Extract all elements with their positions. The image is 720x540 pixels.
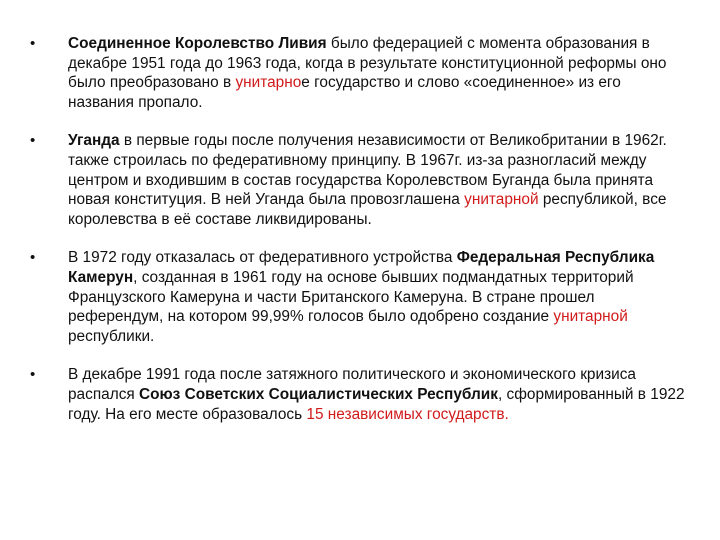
item-segment: В 1972 году отказалась от федеративного устройства <box>68 249 457 267</box>
bullet-icon: • <box>30 249 36 267</box>
bullet-icon: • <box>30 366 36 384</box>
bullet-icon: • <box>30 132 36 150</box>
item-segment: , созданная в 1961 году на основе бывших подмандатных территорий Французского Камеруна и части Британского Камеруна. В стране прошел референдум, на котором 99,99% голосов было одобрено создание <box>68 268 634 326</box>
item-segment: Союз Советских Социалистических Республик <box>139 385 498 403</box>
item-segment: в первые годы после получения независимости от Великобритании в 1962г. также строилась по федеративному принципу. В 1967г. из-за разногласий между центром и входившим в состав государства Королевством Буганда была принята новая конституция. В ней Уганда была провозглашена <box>68 132 667 209</box>
bullet-item-ussr <box>28 365 690 424</box>
item-segment: е государство и слово «соединенное» из его названия пропало. <box>68 74 621 111</box>
bullet-icon: • <box>30 35 36 52</box>
item-segment: Соединенное Королевство Ливия <box>68 35 327 52</box>
item-segment: Уганда <box>68 132 120 150</box>
item-segment-highlight: унитарной <box>464 191 539 209</box>
item-segment-highlight: унитарной <box>553 308 628 326</box>
bullet-item-cameroon <box>28 248 690 346</box>
item-segment: Федеральная Республика Камерун <box>68 249 655 286</box>
item-segment: было федерацией с момента образования в декабре 1951 года до 1963 года, когда в результате конституционной реформы оно было преобразовано в <box>68 35 667 92</box>
item-segment: , сформированный в 1922 году. На его месте образовалось <box>68 385 685 423</box>
bullet-item-uganda <box>28 131 690 229</box>
item-segment-highlight: 15 независимых государств. <box>306 405 509 423</box>
item-segment: В декабре 1991 года после затяжного политического и экономического кризиса распался <box>68 366 636 403</box>
item-segment: республикой, все королевства в её составе ликвидированы. <box>68 191 667 228</box>
item-segment: республики. <box>68 327 155 345</box>
bullet-item-libya <box>28 34 690 112</box>
bullet-list <box>28 34 690 424</box>
item-segment-highlight: унитарно <box>235 74 302 92</box>
